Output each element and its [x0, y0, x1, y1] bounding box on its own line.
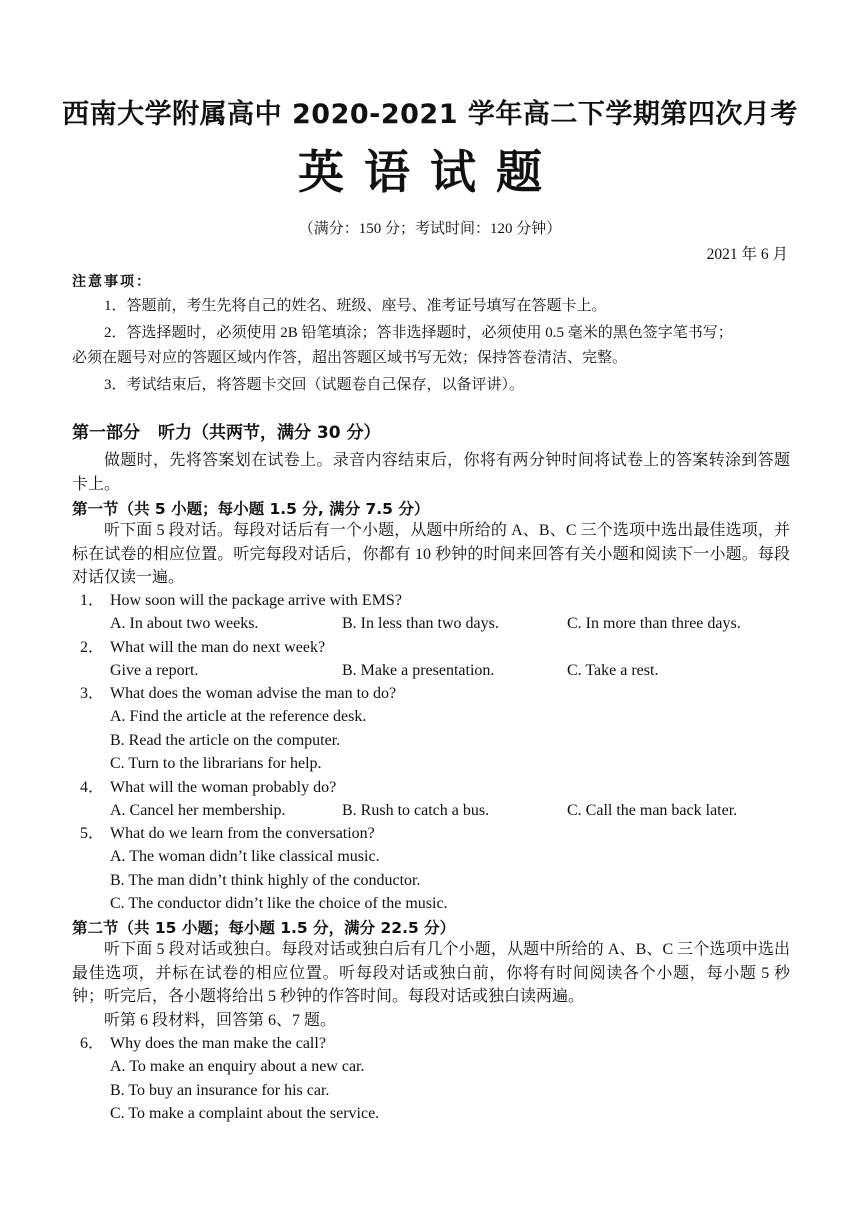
part1-intro: 做题时，先将答案划在试卷上。录音内容结束后，你将有两分钟时间将试卷上的答案转涂到答题卡上。	[72, 452, 790, 493]
question-number: 4．	[80, 779, 105, 796]
question-3	[72, 682, 790, 706]
question-5	[72, 822, 790, 846]
q4-option-c[interactable]: C. Call the man back later.	[567, 802, 738, 819]
q1-option-b[interactable]: B. In less than two days.	[342, 615, 499, 632]
q5-option-b[interactable]: B. The man didn’t think highly of the conductor.	[110, 872, 421, 889]
question-4	[72, 776, 790, 800]
notice-item-1: 1．答题前，考生先将自己的姓名、班级、座号、准考证号填写在答题卡上。	[104, 298, 607, 314]
question-stem: What will the woman probably do?	[110, 779, 337, 796]
q6-option-c[interactable]: C. To make a complaint about the service.	[110, 1105, 380, 1122]
part1-title	[72, 418, 381, 443]
notice-item-2: 2．答选择题时，必须使用 2B 铅笔填涂；答非选择题时，必须使用 0.5 毫米的黑色签字笔书写；	[104, 325, 733, 341]
question-6	[72, 1032, 790, 1056]
q3-option-b[interactable]: B. Read the article on the computer.	[110, 732, 341, 749]
q2-option-b[interactable]: B. Make a presentation.	[342, 662, 495, 679]
subject-title: 英语试题	[298, 145, 562, 199]
q5-option-a[interactable]: A. The woman didn’t like classical music.	[110, 848, 380, 865]
material-6-note: 听第 6 段材料，回答第 6、7 题。	[104, 1012, 337, 1029]
question-number: 2．	[80, 639, 105, 656]
section1-instruction: 听下面 5 段对话。每段对话后有一个小题，从题中所给的 A、B、C 三个选项中选出最佳选项，并标在试卷的相应位置。听完每段对话后，你都有 10 秒钟的时间来回答有关小题和阅读下一小题。每段对话仅读一遍。	[72, 522, 790, 586]
question-number: 1．	[80, 592, 105, 609]
section2-instruction: 听下面 5 段对话或独白。每段对话或独白后有几个小题，从题中所给的 A、B、C 三个选项中选出最佳选项，并标在试卷的相应位置。听每段对话或独白前，你将有时间阅读各个小题，每小题 5 秒钟；听完后，各小题将给出 5 秒钟的作答时间。每段对话或独白读两遍。	[72, 941, 790, 1005]
question-number: 6．	[80, 1035, 105, 1052]
question-1	[72, 589, 790, 613]
q1-option-a[interactable]: A. In about two weeks.	[110, 615, 259, 632]
notice-item-2-cont: 必须在题号对应的答题区域内作答，超出答题区域书写无效；保持答卷清洁、完整。	[72, 350, 628, 366]
question-2	[72, 636, 790, 660]
question-stem: What do we learn from the conversation?	[110, 825, 375, 842]
section1-title: 第一节（共 5 小题；每小题 1.5 分, 满分 7.5 分）	[72, 500, 430, 518]
q4-option-b[interactable]: B. Rush to catch a bus.	[342, 802, 490, 819]
question-stem: Why does the man make the call?	[110, 1035, 326, 1052]
q4-option-a[interactable]: A. Cancel her membership.	[110, 802, 286, 819]
score-note: （满分：150 分；考试时间：120 分钟）	[298, 221, 562, 237]
q6-option-a[interactable]: A. To make an enquiry about a new car.	[110, 1058, 365, 1075]
section2-title: 第二节（共 15 小题；每小题 1.5 分，满分 22.5 分）	[72, 919, 456, 937]
q2-option-c[interactable]: C. Take a rest.	[567, 662, 659, 679]
q2-option-a[interactable]: Give a report.	[110, 662, 199, 679]
exam-date: 2021 年 6 月	[706, 246, 788, 263]
question-number: 3．	[80, 685, 105, 702]
question-stem: What does the woman advise the man to do?	[110, 685, 397, 702]
question-stem: What will the man do next week?	[110, 639, 326, 656]
notice-title: 注意事项：	[72, 274, 152, 290]
part1-heading: 听力（共两节，满分 30 分）	[158, 423, 381, 443]
exam-title: 西南大学附属高中 2020-2021 学年高二下学期第四次月考	[62, 99, 798, 130]
part1-label: 第一部分	[72, 423, 140, 443]
q6-option-b[interactable]: B. To buy an insurance for his car.	[110, 1082, 330, 1099]
q3-option-c[interactable]: C. Turn to the librarians for help.	[110, 755, 322, 772]
q1-option-c[interactable]: C. In more than three days.	[567, 615, 741, 632]
q3-option-a[interactable]: A. Find the article at the reference desk.	[110, 708, 367, 725]
question-number: 5．	[80, 825, 105, 842]
question-stem: How soon will the package arrive with EMS?	[110, 592, 402, 609]
notice-item-3: 3．考试结束后，将答题卡交回（试题卷自己保存，以备评讲）。	[104, 377, 525, 393]
q5-option-c[interactable]: C. The conductor didn’t like the choice of the music.	[110, 895, 448, 912]
